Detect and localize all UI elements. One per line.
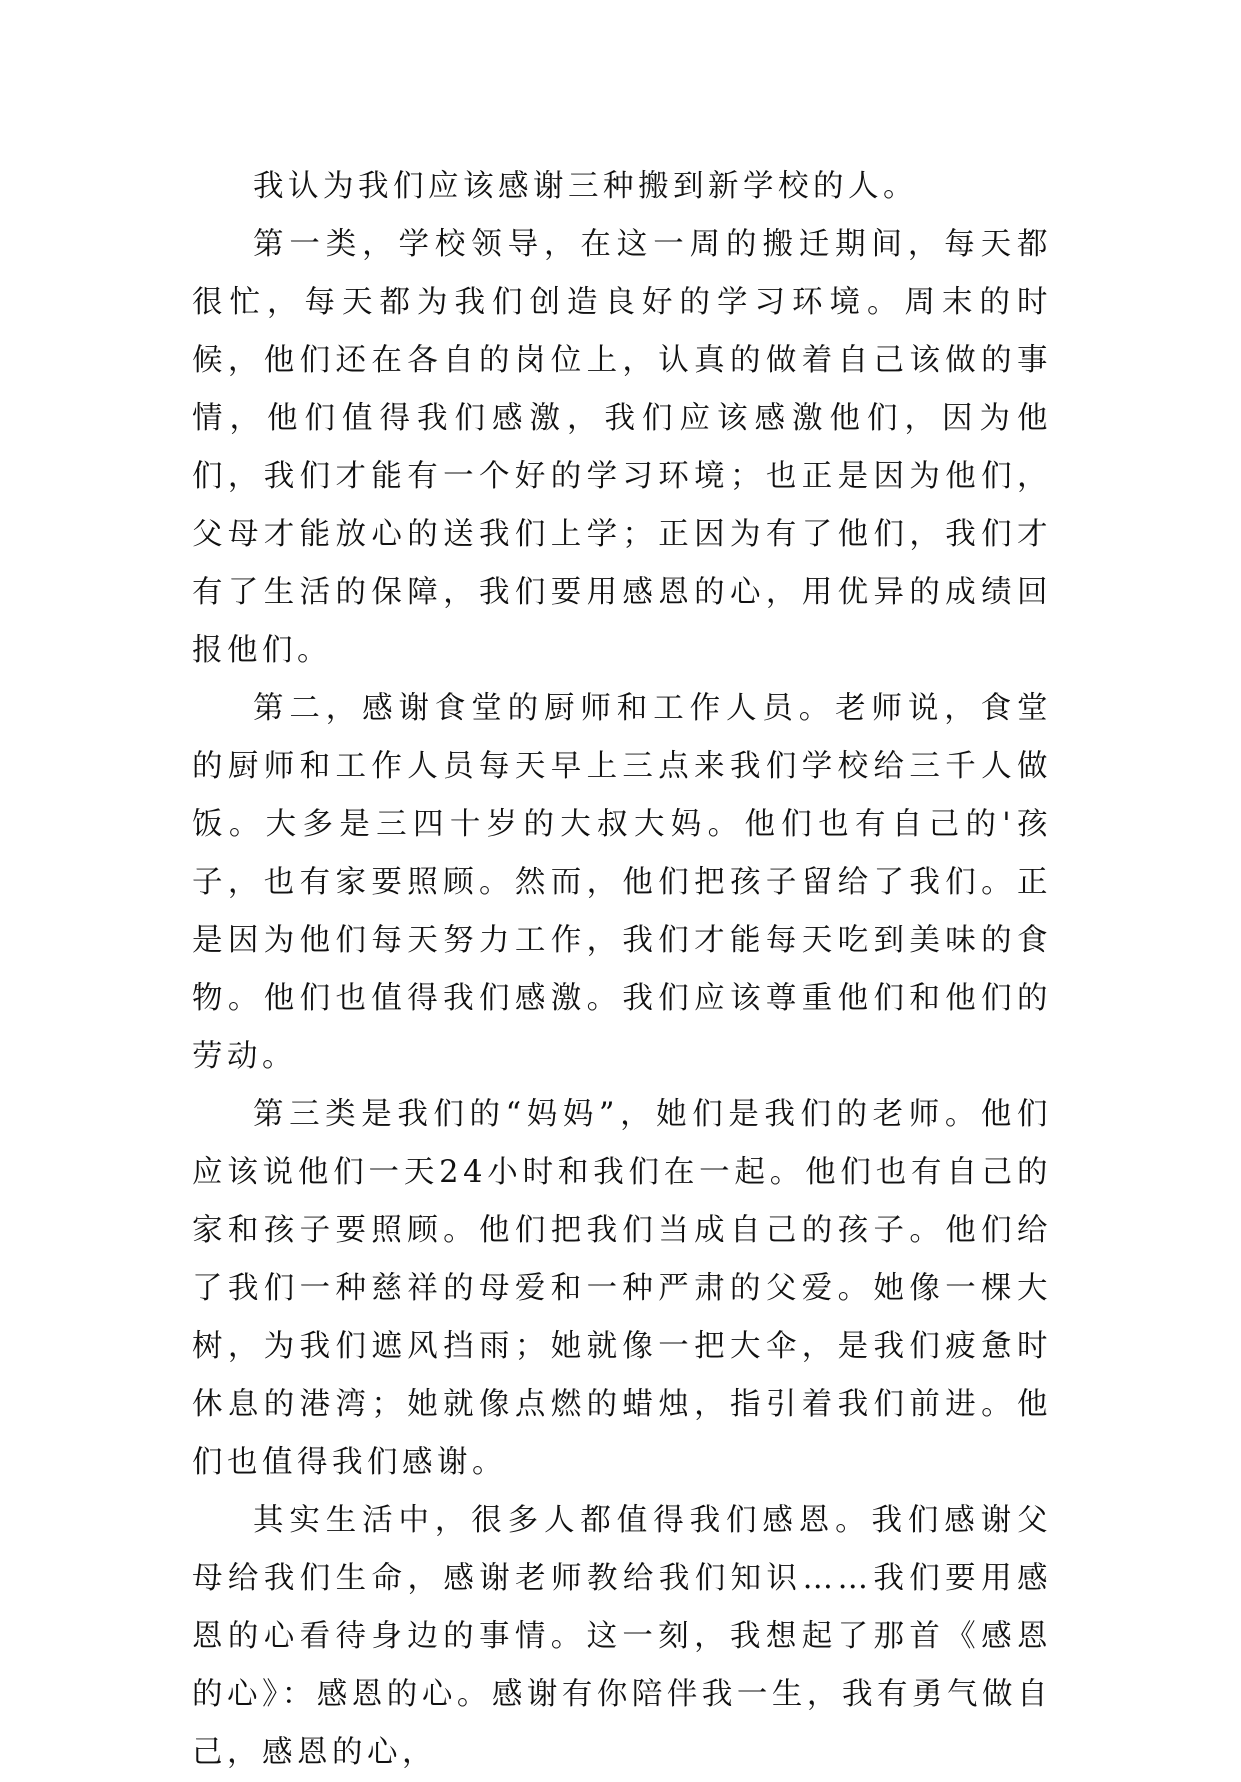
paragraph-canteen-staff: 第二，感谢食堂的厨师和工作人员。老师说，食堂的厨师和工作人员每天早上三点来我们学校给三千人做饭。大多是三四十岁的大叔大妈。他们也有自己的'孩子，也有家要照顾。然而，他们把孩子留给了我们。正是因为他们每天努力工作，我们才能每天吃到美味的食物。他们也值得我们感激。我们应该尊重他们和他们的劳动。 [192,691,1052,1074]
paragraph-school-leaders: 第一类，学校领导，在这一周的搬迁期间，每天都很忙，每天都为我们创造良好的学习环境。周末的时候，他们还在各自的岗位上，认真的做着自己该做的事情，他们值得我们感激，我们应该感激他们，因为他们，我们才能有一个好的学习环境；也正是因为他们，父母才能放心的送我们上学；正因为有了他们，我们才有了生活的保障，我们要用感恩的心，用优异的成绩回报他们。 [192,227,1052,668]
paragraph-teachers: 第三类是我们的“妈妈”，她们是我们的老师。他们应该说他们一天24小时和我们在一起。他们也有自己的家和孩子要照顾。他们把我们当成自己的孩子。他们给了我们一种慈祥的母爱和一种严肃的父爱。她像一棵大树，为我们遮风挡雨；她就像一把大伞，是我们疲惫时休息的港湾；她就像点燃的蜡烛，指引着我们前进。他们也值得我们感谢。 [192,1097,1052,1480]
document-body [192,158,1052,1782]
paragraph-gratitude: 其实生活中，很多人都值得我们感恩。我们感谢父母给我们生命，感谢老师教给我们知识……我们要用感恩的心看待身边的事情。这一刻，我想起了那首《感恩的心》：感恩的心。感谢有你陪伴我一生，我有勇气做自己，感恩的心， [192,1503,1052,1770]
paragraph-intro: 我认为我们应该感谢三种搬到新学校的人。 [253,169,918,204]
